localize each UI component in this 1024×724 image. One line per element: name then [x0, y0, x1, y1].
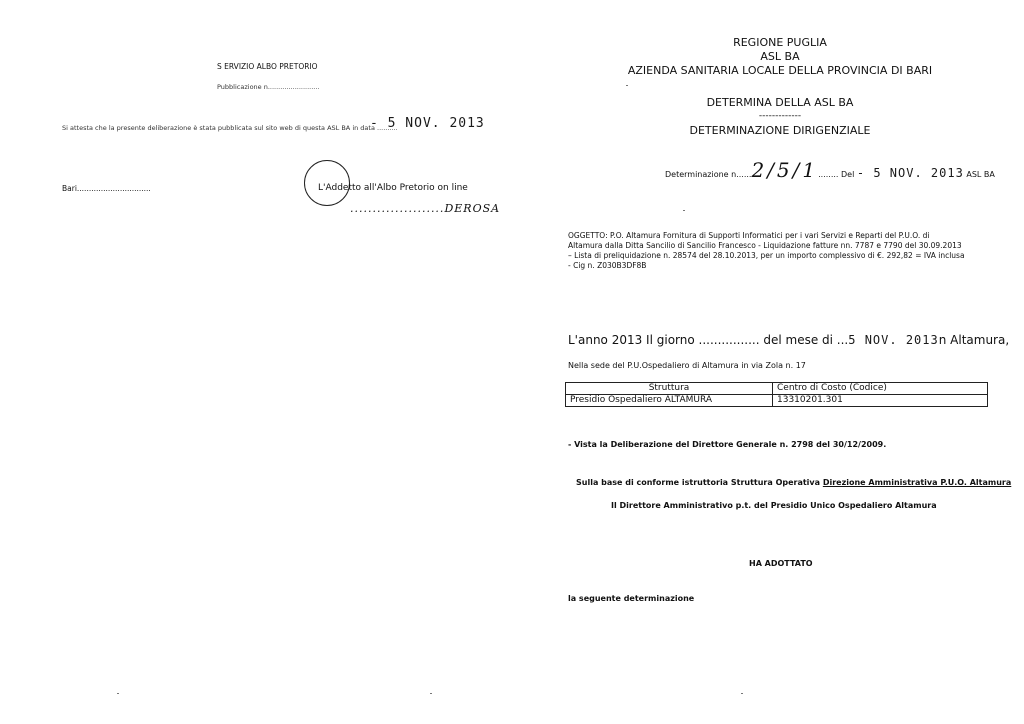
signature-line: ..................... [350, 202, 445, 215]
table-cell-centro-costo: 13310201.301 [773, 395, 988, 407]
table-cell-struttura: Presidio Ospedaliero ALTAMURA [566, 395, 773, 407]
seguente-determinazione: la seguente determinazione [568, 594, 695, 603]
number-handwritten: 2/5/1 [751, 158, 819, 182]
table-row [566, 395, 988, 407]
bari-line: Bari............................... [62, 184, 151, 193]
table-header-struttura: Struttura [566, 383, 773, 395]
anno-date-stamp: 5 NOV. 2013 [848, 333, 939, 347]
cost-center-table [565, 382, 988, 407]
publication-date-stamp: - 5 NOV. 2013 [370, 116, 485, 131]
attestation-text: Si attesta che la presente deliberazione è stata pubblicata sul sito web di questa ASL BA in data .......... [62, 124, 398, 132]
del-label: Del [841, 170, 855, 179]
direttore-line: Il Direttore Amministrativo p.t. del Presidio Unico Ospedaliero Altamura [611, 501, 937, 510]
number-dots-after: ........ [818, 170, 839, 179]
anno-line [568, 333, 1009, 347]
albo-pretorio-title: S ERVIZIO ALBO PRETORIO [217, 62, 318, 71]
header-azienda: AZIENDA SANITARIA LOCALE DELLA PROVINCIA DI BARI [627, 64, 933, 77]
oggetto-block [568, 231, 965, 271]
signature-text: DEROSA [444, 202, 501, 215]
oggetto-line: Altamura dalla Ditta Sancilio di Sancilio Francesco - Liquidazione fatture nn. 7787 e 7790 del 30.09.2013 [568, 241, 962, 250]
ha-adottato: HA ADOTTATO [749, 559, 813, 568]
oggetto-line: OGGETTO: P.O. Altamura Fornitura di Supporti Informatici per i vari Servizi e Reparti del P.U.O. di [568, 231, 930, 240]
pubblicazione-line: Pubblicazione n......................... [217, 83, 320, 91]
del-date-stamp: - 5 NOV. 2013 [856, 166, 964, 180]
addetto-label: L'Addetto all'Albo Pretorio on line [318, 183, 468, 193]
table-header-row [566, 383, 988, 395]
asl-ba-label: ASL BA [966, 170, 995, 179]
number-label: Determinazione n [665, 170, 737, 179]
scan-speck [626, 85, 628, 86]
signature [350, 202, 500, 215]
header-asl: ASL BA [760, 50, 800, 63]
number-dots-before: ...... [736, 170, 752, 179]
determinazione-title: DETERMINAZIONE DIRIGENZIALE [689, 124, 871, 137]
scan-speck [117, 693, 119, 694]
table-header-centro-costo: Centro di Costo (Codice) [773, 383, 988, 395]
title-separator: ------------- [758, 111, 802, 121]
sulla-base-prefix: Sulla base di conforme istruttoria Struttura Operativa [576, 478, 823, 487]
determinazione-number [665, 158, 995, 182]
anno-suffix: n Altamura, [938, 333, 1010, 347]
oggetto-line: - Cig n. Z030B3DF8B [568, 261, 647, 270]
determina-title: DETERMINA DELLA ASL BA [706, 96, 854, 109]
oggetto-line: – Lista di preliquidazione n. 28574 del 28.10.2013, per un importo complessivo di €. 292,82 = IVA inclusa [568, 251, 965, 260]
vista-line: - Vista la Deliberazione del Direttore Generale n. 2798 del 30/12/2009. [568, 440, 887, 449]
sede-line: Nella sede del P.U.Ospedaliero di Altamura in via Zola n. 17 [568, 361, 806, 370]
scan-speck [741, 693, 743, 694]
anno-prefix: L'anno 2013 Il giorno ................ del mese di ... [568, 333, 849, 347]
sulla-base-line [576, 478, 1011, 487]
header-region: REGIONE PUGLIA [733, 36, 827, 49]
scan-speck [430, 693, 432, 694]
scan-speck [683, 210, 685, 211]
struttura-operativa-name: Direzione Amministrativa P.U.O. Altamura [822, 478, 1012, 487]
